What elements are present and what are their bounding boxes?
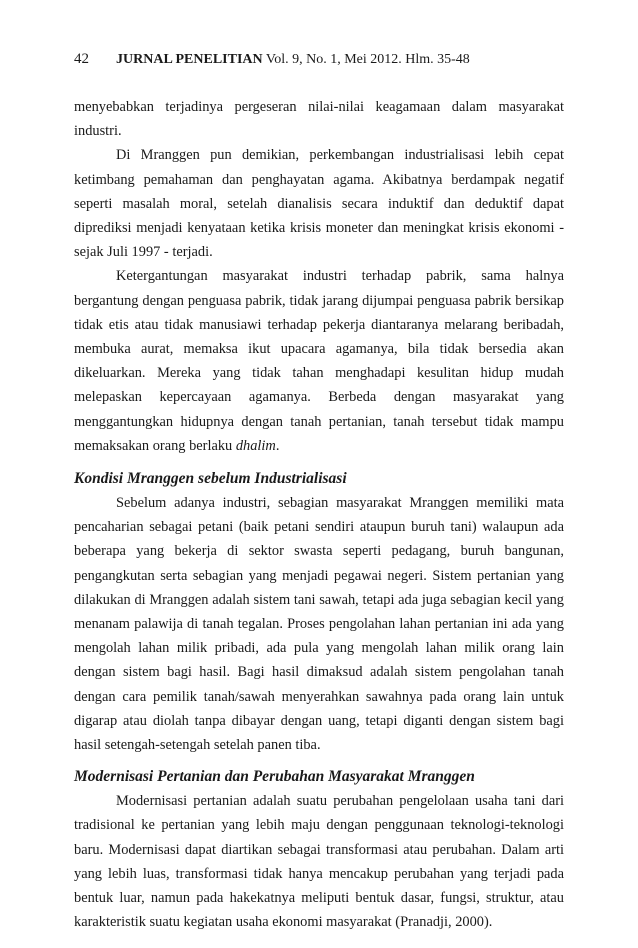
italic-term: dhalim <box>235 437 276 454</box>
running-header <box>74 51 564 68</box>
paragraph-continued: menyebabkan terjadinya pergeseran nilai-nilai keagamaan dalam masyarakat industri. <box>74 99 564 140</box>
paragraph-modernization: Modernisasi pertanian adalah suatu perubahan pengelolaan usaha tani dari tradisional ke pertanian yang lebih maju dengan penggunaan teknologi-teknologi baru. Modernisasi dapat diartikan sebagai transformasi atau perubahan. Dalam arti yang lebih luas, transformasi tidak hanya mencakup perubahan yang terjadi pada bentuk luar, namun pada hakekatnya meliputi bentuk dasar, fungsi, struktur, atau karakteristik suatu kegiatan usaha ekonomi masyarakat (Pranadji, 2000). <box>74 793 564 931</box>
paragraph-before-industrialization: Sebelum adanya industri, sebagian masyarakat Mranggen memiliki mata pencaharian sebagai petani (baik petani sendiri ataupun buruh tani) walaupun ada beberapa yang bekerja di sektor swasta seperti pedagang, buruh bangunan, pengangkutan serta sebagian yang menjadi pegawai negeri. Sistem pertanian yang dilakukan di Mranggen adalah sistem tani sawah, tetapi ada juga sebagian kecil yang menanam palawija di tanah tegalan. Proses pengolahan lahan pertanian ini ada yang mengolah lahan milik pribadi, ada pula yang mengolah lahan milik orang lain dengan sistem bagi hasil. Bagi hasil dimaksud adalah sistem pengolahan tanah dengan cara pemilik tanah/sawah menyerahkan sawahnya pada orang lain untuk digarap atau diolah tanpa dibayar dengan uang, tetapi diganti dengan sistem bagi hasil setengah-setengah setelah panen tiba. <box>74 495 564 754</box>
page-number: 42 <box>74 51 89 67</box>
paragraph-mranggen-industrialization: Di Mranggen pun demikian, perkembangan industrialisasi lebih cepat ketimbang pemahaman dan penghayatan agama. Akibatnya berdampak negatif seperti masalah moral, setelah dianalisis secara induktif dan deduktif dapat diprediksi menjadi kenyataan ketika krisis moneter dan meningkat krisis ekonomi - sejak Juli 1997 - terjadi. <box>74 147 564 261</box>
section-heading-modernization: Modernisasi Pertanian dan Perubahan Masyarakat Mranggen <box>74 768 475 786</box>
journal-info: Vol. 9, No. 1, Mei 2012. Hlm. 35-48 <box>265 52 470 67</box>
section-heading-before-industrialization: Kondisi Mranggen sebelum Industrialisasi <box>74 470 347 488</box>
paragraph-factory-dependence <box>74 264 564 458</box>
paragraph-text: Ketergantungan masyarakat industri terhadap pabrik, sama halnya bergantung dengan penguasa pabrik, tidak jarang dijumpai penguasa pabrik bersikap tidak etis atau tidak manusiawi terhadap pekerja diantaranya melarang beribadah, membuka aurat, memaksa ikut upacara agamanya, bila tidak bersedia akan dikeluarkan. Mereka yang tidak tahan menghadapi kesulitan hidup mudah melepaskan kepercayaan agamanya. Berbeda dengan masyarakat yang menggantungkan hidupnya dengan tanah pertanian, tanah tersebut tidak mampu memaksakan orang berlaku <box>74 268 564 454</box>
paragraph-end: . <box>275 437 280 454</box>
journal-name: JURNAL PENELITIAN <box>116 52 263 67</box>
article-body <box>74 95 564 935</box>
